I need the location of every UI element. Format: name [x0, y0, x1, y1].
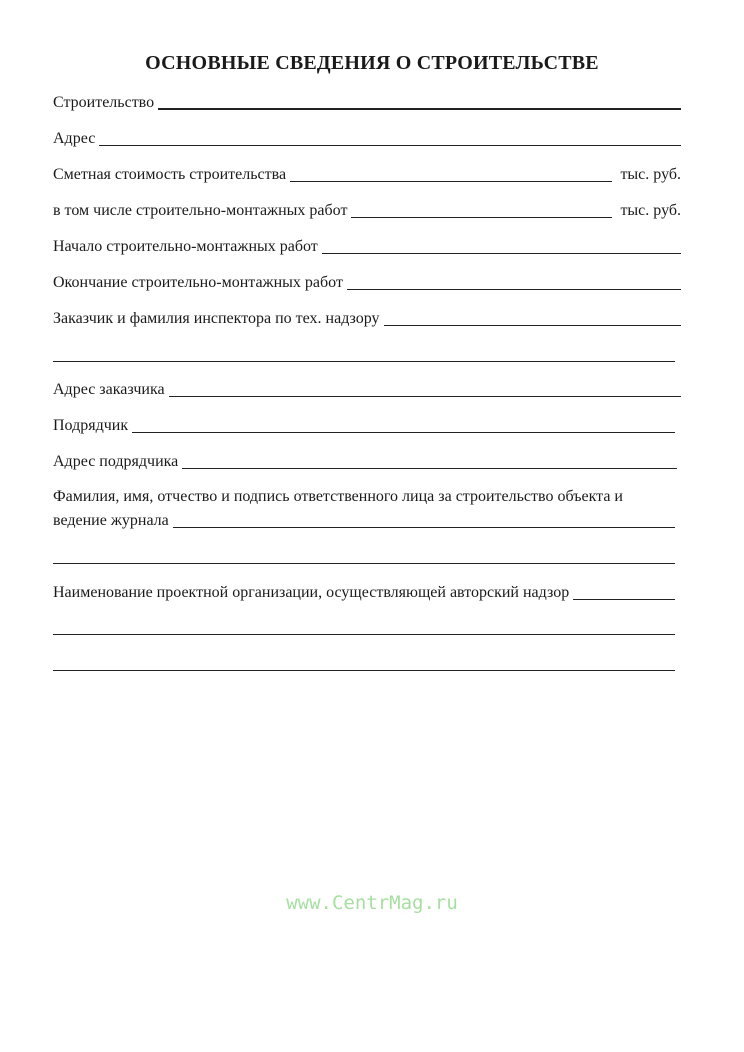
- customer-inspector-row: [53, 309, 681, 329]
- responsible-person-label: ведение журнала: [53, 512, 169, 529]
- including-works-row: [53, 201, 681, 221]
- customer-inspector-field[interactable]: [384, 324, 681, 326]
- contractor-field[interactable]: [132, 431, 675, 433]
- construction-row: [53, 93, 681, 113]
- contractor-label: Подрядчик: [53, 417, 129, 434]
- contractor-row: [53, 416, 675, 436]
- customer-address-field[interactable]: [169, 395, 681, 397]
- address-field[interactable]: [99, 144, 681, 146]
- works-start-field[interactable]: [322, 252, 681, 254]
- watermark: www.CentrMag.ru: [286, 892, 458, 914]
- construction-field[interactable]: [158, 107, 681, 110]
- address-row: [53, 129, 681, 149]
- estimated-cost-field[interactable]: [290, 180, 612, 182]
- contractor-address-field[interactable]: [182, 467, 677, 469]
- responsible-person-row: [53, 511, 675, 531]
- including-works-field[interactable]: [351, 216, 612, 218]
- including-works-label: в том числе строительно-монтажных работ: [53, 202, 348, 219]
- construction-label: Строительство: [53, 94, 155, 111]
- contractor-address-row: [53, 452, 677, 472]
- estimated-cost-label: Сметная стоимость строительства: [53, 166, 287, 183]
- works-end-label: Окончание строительно-монтажных работ: [53, 274, 343, 291]
- design-org-row: [53, 583, 675, 603]
- estimated-cost-unit: тыс. руб.: [620, 166, 681, 183]
- contractor-address-label: Адрес подрядчика: [53, 453, 179, 470]
- estimated-cost-row: [53, 165, 681, 185]
- responsible-person-text-line1: Фамилия, имя, отчество и подпись ответственного лица за строительство объекта и: [53, 488, 623, 505]
- design-org-label: Наименование проектной организации, осуществляющей авторский надзор: [53, 584, 570, 601]
- works-start-label: Начало строительно-монтажных работ: [53, 238, 318, 255]
- design-org-extra-line-1[interactable]: [53, 634, 675, 635]
- responsible-person-extra-line[interactable]: [53, 563, 675, 564]
- customer-address-label: Адрес заказчика: [53, 381, 165, 398]
- including-works-unit: тыс. руб.: [620, 202, 681, 219]
- customer-inspector-extra-line[interactable]: [53, 361, 675, 362]
- design-org-field[interactable]: [573, 598, 675, 600]
- design-org-extra-line-2[interactable]: [53, 670, 675, 671]
- works-end-row: [53, 273, 681, 293]
- address-label: Адрес: [53, 130, 96, 147]
- customer-inspector-label: Заказчик и фамилия инспектора по тех. надзору: [53, 310, 380, 327]
- responsible-person-field[interactable]: [173, 526, 675, 528]
- page-title: ОСНОВНЫЕ СВЕДЕНИЯ О СТРОИТЕЛЬСТВЕ: [145, 52, 599, 74]
- works-end-field[interactable]: [347, 288, 681, 290]
- works-start-row: [53, 237, 681, 257]
- customer-address-row: [53, 380, 681, 400]
